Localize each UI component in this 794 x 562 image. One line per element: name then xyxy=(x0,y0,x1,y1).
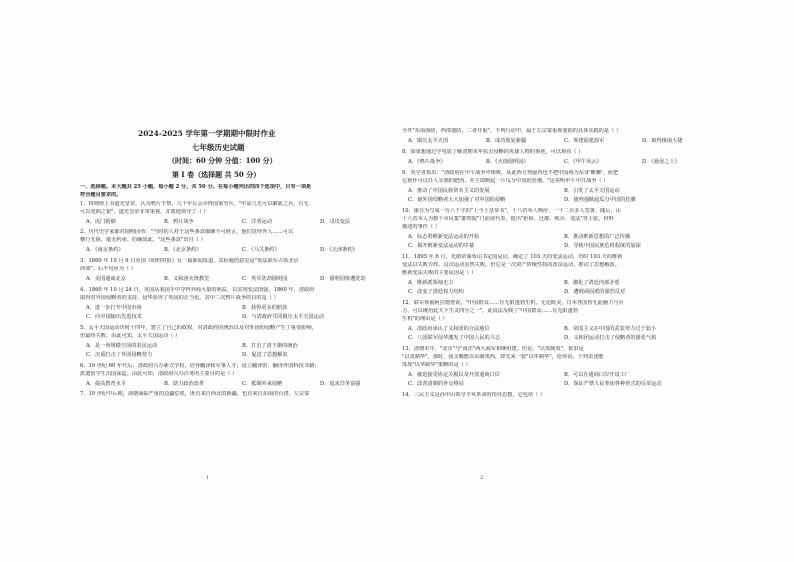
question-text: 可以充饷之银"。道光皇帝非常重视，并派他领导了（ ） xyxy=(80,209,209,215)
question-text: 6、19 世纪 60 年代后，清政府兴办新式学校，培养翻译和军事人才；设立翻译馆，翻译外国科技书籍； xyxy=(80,363,320,369)
question-text: 变法以失败告终。这次运动虽然失败，但它是一次资产阶级性质的改良运动，推动了思想解放。 xyxy=(402,262,620,268)
option-c: C．沉重打击了外国侵略势力 xyxy=(86,352,153,358)
instruction-line: 一、选择题。本大题共 25 小题，每小题 2 分，共 50 分。在每小题列出的四个选项中，只有一项是 xyxy=(80,184,312,190)
option-d: D．《悬崖之上》 xyxy=(642,159,680,165)
question-text: 全歼"东南海防，西部塞防，二者并重"。下列行动中，属于左宗棠重视塞防的具体实践的是（ ） xyxy=(402,128,622,134)
option-d: D．促进了思想解放 xyxy=(242,352,288,358)
option-d: D．遭到顽固派的强烈反对 xyxy=(564,289,626,295)
option-c: C．洋务运动 xyxy=(242,219,272,225)
option-d: D．使列强掀起瓜分中国的狂潮 xyxy=(564,197,636,203)
option-d: D．与清政府共同镇压太平天国运动 xyxy=(242,314,324,320)
question-text: 7、19 世纪中后期，清朝面临严重的边疆危机，既有来自西北的新疆，也有来自东南的台湾，左宗棠 xyxy=(80,391,310,397)
option-b: B．《北京条约》 xyxy=(164,247,202,253)
option-b: B．激化了清廷内部矛盾 xyxy=(564,280,620,286)
question-text: 十八省举人为数千市民集"都察院"门前请代奏，提出"拒和、迁都、练兵、变法"等主张。材料 xyxy=(402,216,614,222)
question-text: 12、联军领袖阿拉德曾说，"中国群众……有无限蓬勃生机，无论欧美，日本各国皆无此脑力与兵 xyxy=(402,300,624,306)
option-a: A．提高教育水平 xyxy=(86,381,127,387)
option-a: A．虎门销烟 xyxy=(86,219,116,225)
option-a: A．进一步打开中国市场 xyxy=(86,305,142,311)
question-text: 3、1860 年 10 月 9 日英国《纽约时报》有一篇新闻报道，其标题的意思是"英法联军占领北京 xyxy=(80,258,299,264)
question-text: 11、1895 年 6 月，光绪帝颁布诏书定国是诏，确定了 103 天的变法运动，历时 103 天的维新 xyxy=(402,254,623,260)
option-a: A．《鸦片战争》 xyxy=(408,159,446,165)
question-text: 横行无阻，毫无约束。的确如此，"这些条款"出自（ ） xyxy=(80,237,206,243)
option-d: D．圆明园惨遭洗劫 xyxy=(320,276,366,282)
question-text: 5、太平天国运动历时十四年，建立了自己的政权，对清政府的统治以及对外国的侵略产生了重要影响， xyxy=(80,325,317,331)
question-text: 10、康有为写成一万八千字的"上今上皇帝书"，十八省举人响应，一千二百多人签署。随后，山 xyxy=(402,208,621,214)
question-text: 生机"的理由是（ ） xyxy=(402,316,448,322)
option-b: B．可以在通商口岸开设工厂 xyxy=(564,372,631,378)
option-b: B．助力政治改革 xyxy=(164,381,205,387)
instruction-line: 符合题目要求的。 xyxy=(80,192,122,198)
option-c: C．向中国输出先进技术 xyxy=(86,314,142,320)
question-text: 描述的事件（ ） xyxy=(402,224,440,230)
option-a: A．清政府承认了义和团的合法地位 xyxy=(408,326,490,332)
option-a: A．被迫接受协定关税以及开放通商口岸 xyxy=(408,372,500,378)
option-b: B．引发了太平天国运动 xyxy=(564,188,620,194)
page-number: 2 xyxy=(480,475,484,481)
page-number: 1 xyxy=(206,475,210,481)
question-text: 8、如果想通过学电影了解清朝末年抗击侵略的英雄人物的事迹，可以观看（ ） xyxy=(402,149,584,155)
question-text: 但最终失败。由此可知，太平天国运动（ ） xyxy=(80,333,181,339)
option-b: B．《火烧圆明园》 xyxy=(486,159,529,165)
option-c: C．《甲午风云》 xyxy=(564,159,602,165)
option-d: D．取得镇南大捷 xyxy=(642,138,683,144)
option-c: C．八国联军侵华激发了中国人民的斗志 xyxy=(408,335,501,341)
option-d: D．义和团运动打击了侵略者的嚣张气焰 xyxy=(564,335,657,341)
question-text: 西郊"。后半句应为（ ） xyxy=(80,266,136,272)
right-page xyxy=(402,0,718,562)
option-c: C．《马关条约》 xyxy=(242,247,280,253)
exam-title: 2024-2025 学年第一学期期中限时作业 xyxy=(138,129,276,138)
question-text: 14、三民主义是孙中山领导辛亥革命的指导思想，它包括（ ） xyxy=(402,392,546,398)
option-d: D．戊戌变法 xyxy=(320,219,351,225)
option-a: A．美国通商北京 xyxy=(86,276,127,282)
option-b: B．成功收复新疆 xyxy=(486,138,527,144)
option-a: A．维新派领袖无力 xyxy=(408,280,454,286)
option-a: A．镇压太平天国 xyxy=(408,138,449,144)
left-page xyxy=(80,0,396,562)
option-c: C．英军洗劫圆明园 xyxy=(242,276,288,282)
option-c: C．揭开维新变法运动的序幕 xyxy=(408,243,475,249)
option-b: B．帝国主义在中国的武装势力过于弱小 xyxy=(564,326,656,332)
option-a: A．是一场规模空前的农民运动 xyxy=(86,343,158,349)
exam-subject: 七年级历史试题 xyxy=(192,143,245,152)
option-b: B．鸦片战争 xyxy=(164,219,194,225)
question-text: "以夷制华"。那时，我又哪能以东制夷西，却先来一套"以华制华"，给你看。下列表述能 xyxy=(402,354,604,360)
option-b: B．推动维新思想的广泛传播 xyxy=(564,234,631,240)
question-text: 派遣留学生出国深造。由此可知，清政府兴办洋务的主要目的是（ ） xyxy=(80,371,238,377)
option-a: A．推动了中国民族资本主义的发展 xyxy=(408,188,490,194)
option-d: D．保证严禁人民参加各种形式的反帝运动 xyxy=(564,381,662,387)
option-b: B．义和团火烧教堂 xyxy=(164,276,210,282)
question-text: 力，可以统治此天下生灵四分之一"。此说法反映了"中国群众……有无限蓬勃 xyxy=(402,308,578,314)
option-d: D．导致中国民族危机程度的加深 xyxy=(564,243,641,249)
question-text: 2、历代史学家都对圆明园者："当时的人对于这些条款都确不可胜言，他们觉得外人……可以 xyxy=(80,229,294,235)
option-c: C．改善清朝的外交格局 xyxy=(408,381,464,387)
question-text: 13、清朝末年，"北洋"与"南洋"两大海军相继组建。但是，"以夷制夷"，依旧是 xyxy=(402,346,584,352)
question-text: 1、林则徐上书道光皇帝，认为鸦片不禁，几十年后会弄得国家穷兵，"中原几无可以御敌之兵，且无 xyxy=(80,201,309,207)
exam-time-score: （时间：60 分钟 分值：100 分） xyxy=(168,156,277,165)
question-text: 它视作可以任人宰割的肥肉，并立即掀起一片瓜分中国的狂潮。"这说明甲午中日战争（ ） xyxy=(402,178,609,184)
option-c: C．抵制外来侵略 xyxy=(242,381,283,387)
question-text: 体现"以华制华"策略的是（ ） xyxy=(402,362,471,368)
option-b: B．获得更多的赔款 xyxy=(242,305,288,311)
option-a: A．《南京条约》 xyxy=(86,247,124,253)
option-d: D．《天津条约》 xyxy=(320,247,358,253)
question-text: 9、英学者指出："清政府在甲午战争中惨败，从此西方列强再也不把中国视为东亚'睡狮'，而把 xyxy=(402,170,619,176)
option-b: B．打击了清王朝的统治 xyxy=(242,343,298,349)
option-d: D．追求洋务富强 xyxy=(320,381,361,387)
option-c: C．改变了清廷权力结构 xyxy=(408,289,464,295)
question-text: 维新变法失败的主要原因是（ ） xyxy=(402,270,477,276)
option-c: C．使外国侵略者大大加强了对中国的侵略 xyxy=(408,197,506,203)
exam-volume: 第 Ⅰ 卷（选择题 共 50 分） xyxy=(172,170,261,179)
option-a: A．标志着维新变法运动的开始 xyxy=(408,234,480,240)
question-text: 取得对外国侵略者的支持，侵华获得了英国的正当化。其中二次鸦片战争的目的是（ ） xyxy=(80,295,279,301)
option-c: C．筹建福建海军 xyxy=(564,138,605,144)
question-text: 4、1860 年 10 月 24 日，英国从我国手中夺得外商大量的利益，以实现变法图强，1860 年，清政府 xyxy=(80,287,315,293)
